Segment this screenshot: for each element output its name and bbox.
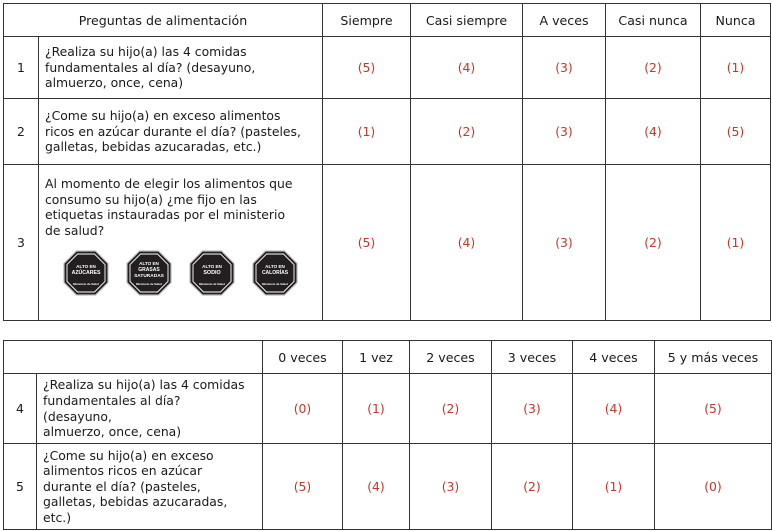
question-line: ¿Realiza su hijo(a) las 4 comidas xyxy=(45,44,247,60)
question-text xyxy=(37,374,263,444)
score-cell: (3) xyxy=(523,37,606,99)
table-header-row xyxy=(4,4,771,37)
label-line: SATURADAS xyxy=(134,274,164,280)
question-line: etc.) xyxy=(43,509,72,525)
score-cell: (0) xyxy=(655,444,772,530)
score-cell: (1) xyxy=(343,374,410,444)
header-option-siempre: Siempre xyxy=(323,4,411,37)
table-row xyxy=(4,37,771,99)
question-line: alimentos ricos en azúcar xyxy=(43,463,203,479)
score-cell: (4) xyxy=(573,374,655,444)
table-row xyxy=(4,165,771,321)
label-line: CALORÍAS xyxy=(261,270,289,277)
table-row xyxy=(4,374,772,444)
question-line: almuerzo, once, cena) xyxy=(45,75,184,91)
question-line: fundamentales al día? (desayuno, xyxy=(45,59,256,75)
score-cell: (5) xyxy=(701,99,771,165)
label-line: ALTO EN xyxy=(202,264,222,270)
question-text xyxy=(39,99,323,165)
question-line: galletas, bebidas azucaradas, etc.) xyxy=(45,139,262,155)
question-line: consumo su hijo(a) ¿me fijo en las xyxy=(45,191,257,207)
header-option-2-veces: 2 veces xyxy=(410,341,492,374)
score-cell: (4) xyxy=(343,444,410,530)
header-option-0-veces: 0 veces xyxy=(263,341,343,374)
score-cell: (2) xyxy=(606,165,701,321)
header-option-4-veces: 4 veces xyxy=(573,341,655,374)
question-line: ¿Realiza su hijo(a) las 4 comidas xyxy=(43,377,245,393)
header-option-1-vez: 1 vez xyxy=(343,341,410,374)
score-cell: (2) xyxy=(606,37,701,99)
row-number: 5 xyxy=(4,444,37,530)
score-cell: (5) xyxy=(263,444,343,530)
score-cell: (4) xyxy=(606,99,701,165)
table-row xyxy=(4,444,772,530)
label-line: ALTO EN xyxy=(265,264,285,270)
high-calories-stop-icon xyxy=(252,250,298,296)
label-line: GRASAS xyxy=(138,267,160,274)
label-footer: Ministerio de Salud xyxy=(136,282,162,287)
question-line: Al momento de elegir los alimentos que xyxy=(45,176,293,191)
header-questions: Preguntas de alimentación xyxy=(4,4,323,37)
score-cell: (3) xyxy=(523,165,606,321)
label-line: AZÚCARES xyxy=(71,270,101,277)
question-line: etiquetas instauradas por el ministerio xyxy=(45,207,286,223)
header-option-5-y-mas-veces: 5 y más veces xyxy=(655,341,772,374)
score-cell: (2) xyxy=(411,99,523,165)
warning-labels xyxy=(63,250,316,296)
score-cell: (1) xyxy=(323,99,411,165)
score-cell: (5) xyxy=(323,165,411,321)
high-sodium-stop-icon xyxy=(189,250,235,296)
header-option-casi-siempre: Casi siempre xyxy=(411,4,523,37)
question-text xyxy=(39,37,323,99)
header-option-casi-nunca: Casi nunca xyxy=(606,4,701,37)
label-footer: Ministerio de Salud xyxy=(262,282,288,287)
question-line: fundamentales al día? xyxy=(43,392,181,408)
feeding-questions-table-frequency xyxy=(3,3,771,321)
question-line: galletas, bebidas azucaradas, xyxy=(43,494,228,510)
high-sugar-stop-icon xyxy=(63,250,109,296)
question-line: ¿Come su hijo(a) en exceso alimentos xyxy=(45,108,281,124)
score-cell: (0) xyxy=(263,374,343,444)
feeding-questions-table-count xyxy=(3,340,772,530)
question-line: almuerzo, once, cena) xyxy=(43,424,182,440)
question-line: de salud? xyxy=(45,222,105,238)
score-cell: (1) xyxy=(573,444,655,530)
label-footer: Ministerio de Salud xyxy=(199,282,225,287)
score-cell: (5) xyxy=(655,374,772,444)
score-cell: (3) xyxy=(410,444,492,530)
label-line: ALTO EN xyxy=(76,264,96,270)
score-cell: (4) xyxy=(411,165,523,321)
question-line: ¿Come su hijo(a) en exceso xyxy=(43,447,214,463)
score-cell: (1) xyxy=(701,37,771,99)
score-cell: (3) xyxy=(523,99,606,165)
table-header-row xyxy=(4,341,772,374)
question-line: (desayuno, xyxy=(43,408,112,424)
table-row xyxy=(4,99,771,165)
question-text xyxy=(39,165,323,321)
score-cell: (5) xyxy=(323,37,411,99)
label-footer: Ministerio de Salud xyxy=(73,282,99,287)
score-cell: (3) xyxy=(492,374,573,444)
high-saturated-fat-stop-icon xyxy=(126,250,172,296)
score-cell: (2) xyxy=(410,374,492,444)
question-text xyxy=(37,444,263,530)
header-option-a-veces: A veces xyxy=(523,4,606,37)
row-number: 1 xyxy=(4,37,39,99)
question-line: durante el día? (pasteles, xyxy=(43,478,201,494)
label-line: ALTO EN xyxy=(139,261,159,267)
question-line: ricos en azúcar durante el día? (pasteles, xyxy=(45,123,301,139)
score-cell: (1) xyxy=(701,165,771,321)
row-number: 4 xyxy=(4,374,37,444)
row-number: 2 xyxy=(4,99,39,165)
score-cell: (2) xyxy=(492,444,573,530)
score-cell: (4) xyxy=(411,37,523,99)
header-blank xyxy=(4,341,263,374)
row-number: 3 xyxy=(4,165,39,321)
header-option-nunca: Nunca xyxy=(701,4,771,37)
header-option-3-veces: 3 veces xyxy=(492,341,573,374)
label-line: SODIO xyxy=(203,270,221,277)
